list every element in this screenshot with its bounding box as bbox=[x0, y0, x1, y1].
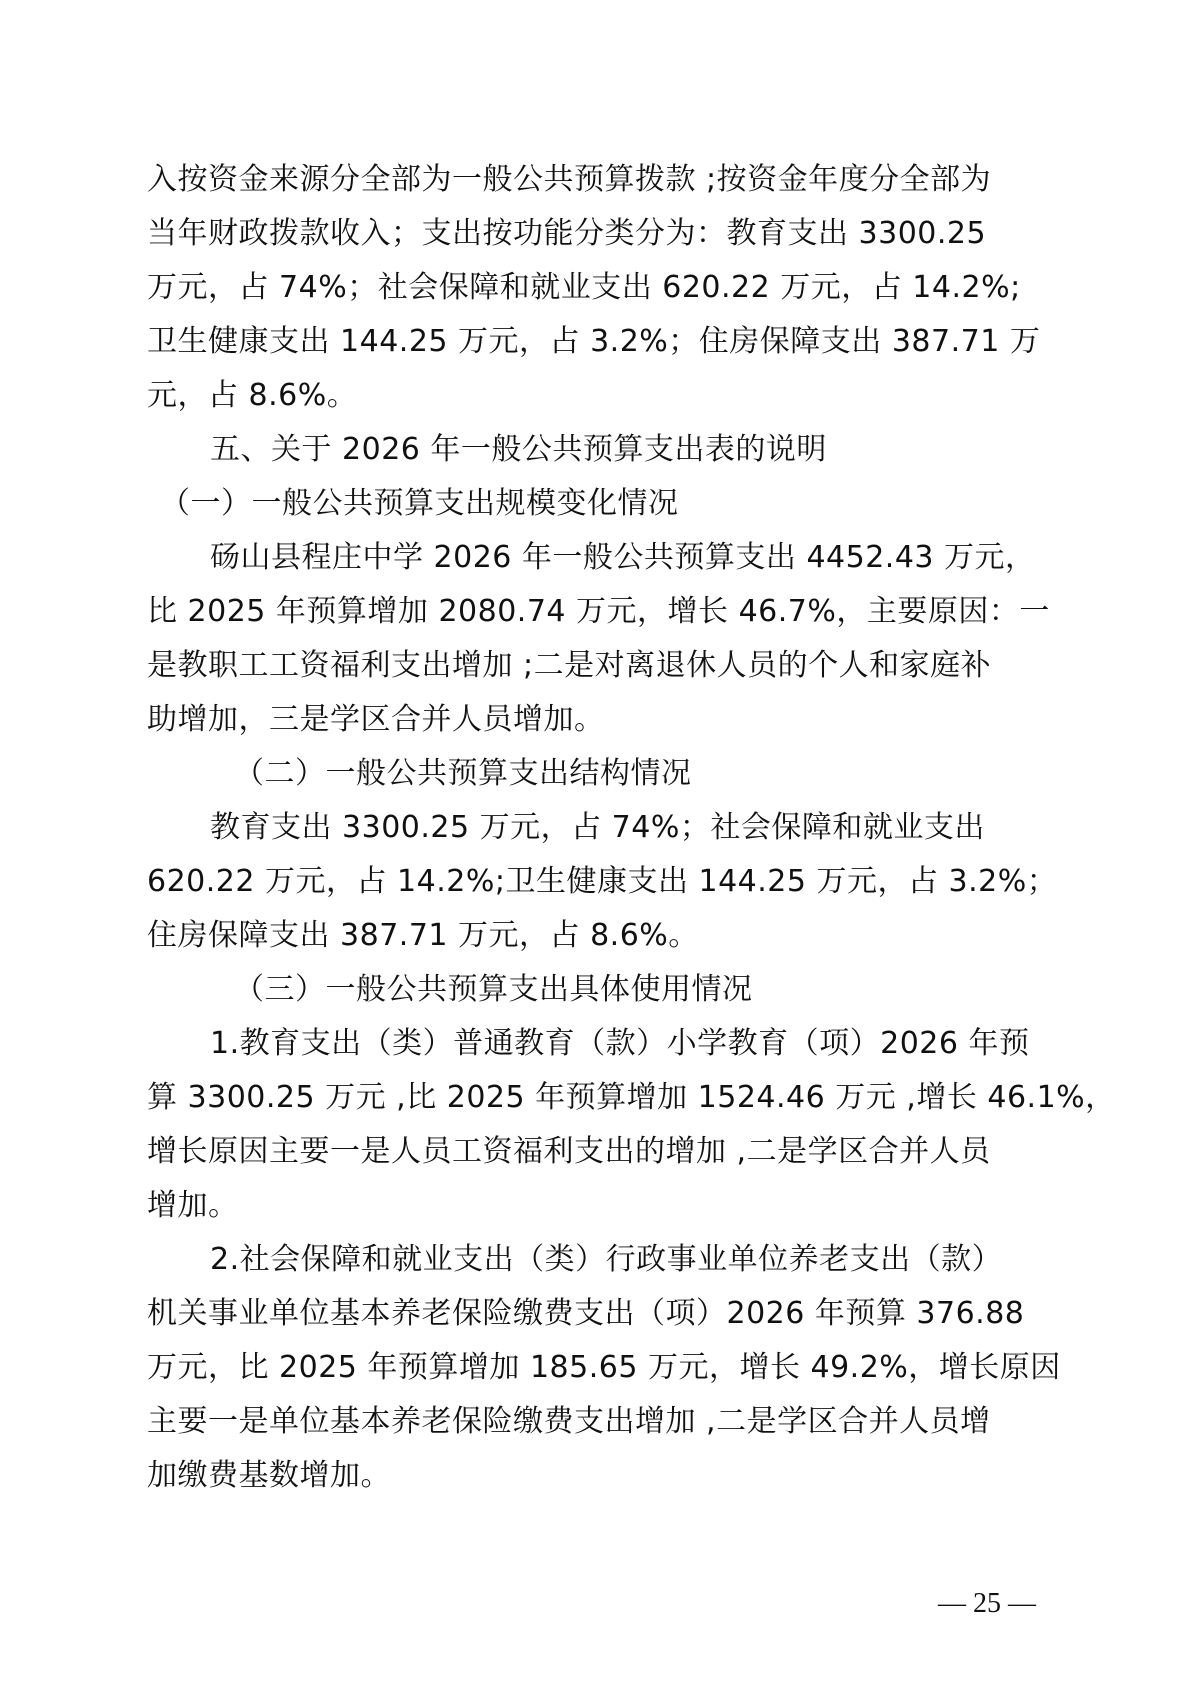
text-line: 教育支出 3300.25 万元，占 74%；社会保障和就业支出 bbox=[210, 810, 985, 845]
text-line: 2.社会保障和就业支出（类）行政事业单位养老支出（款） bbox=[210, 1242, 1003, 1277]
text-line: 万元，占 74%；社会保障和就业支出 620.22 万元，占 14.2%; bbox=[147, 270, 1021, 305]
text-line: 住房保障支出 387.71 万元，占 8.6%。 bbox=[147, 918, 699, 953]
subsection-heading: （一）一般公共预算支出规模变化情况 bbox=[160, 486, 679, 521]
text-line: 620.22 万元，占 14.2%;卫生健康支出 144.25 万元，占 3.2%； bbox=[147, 864, 1058, 899]
text-line: 1.教育支出（类）普通教育（款）小学教育（项）2026 年预 bbox=[210, 1026, 1030, 1061]
text-line: 卫生健康支出 144.25 万元，占 3.2%；住房保障支出 387.71 万 bbox=[147, 324, 1041, 359]
text-line: 机关事业单位基本养老保险缴费支出（项）2026 年预算 376.88 bbox=[147, 1296, 1025, 1331]
text-line: 万元，比 2025 年预算增加 185.65 万元，增长 49.2%，增长原因 bbox=[147, 1350, 1061, 1385]
text-line: 比 2025 年预算增加 2080.74 万元，增长 46.7%，主要原因：一 bbox=[147, 594, 1050, 629]
text-line: 砀山县程庄中学 2026 年一般公共预算支出 4452.43 万元， bbox=[210, 540, 1036, 575]
text-line: 是教职工工资福利支出增加 ;二是对离退休人员的个人和家庭补 bbox=[147, 648, 992, 683]
text-line: 入按资金来源分全部为一般公共预算拨款 ;按资金年度分全部为 bbox=[147, 162, 992, 197]
text-line: 增长原因主要一是人员工资福利支出的增加 ,二是学区合并人员 bbox=[147, 1134, 991, 1169]
text-line: 加缴费基数增加。 bbox=[147, 1458, 391, 1493]
section-heading: 五、关于 2026 年一般公共预算支出表的说明 bbox=[210, 432, 827, 467]
subsection-heading: （二）一般公共预算支出结构情况 bbox=[234, 756, 692, 791]
subsection-heading: （三）一般公共预算支出具体使用情况 bbox=[234, 972, 753, 1007]
text-line: 助增加，三是学区合并人员增加。 bbox=[147, 702, 605, 737]
text-line: 主要一是单位基本养老保险缴费支出增加 ,二是学区合并人员增 bbox=[147, 1404, 991, 1439]
text-line: 增加。 bbox=[147, 1188, 239, 1223]
text-line: 元，占 8.6%。 bbox=[147, 378, 358, 413]
page-number: — 25 — bbox=[938, 1588, 1036, 1619]
text-line: 当年财政拨款收入；支出按功能分类分为：教育支出 3300.25 bbox=[147, 216, 987, 251]
text-line: 算 3300.25 万元 ,比 2025 年预算增加 1524.46 万元 ,增长 46.1%， bbox=[147, 1080, 1116, 1115]
